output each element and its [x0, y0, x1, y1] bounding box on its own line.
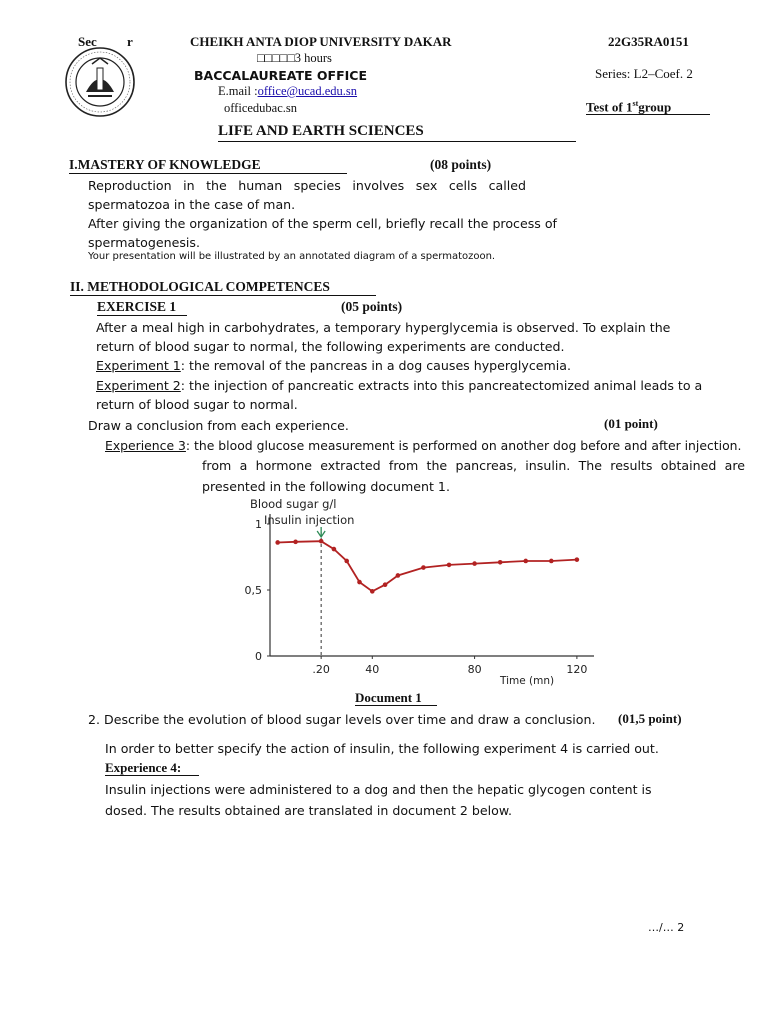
exercise1-points: (05 points) — [341, 299, 403, 314]
blood-sugar-point — [396, 573, 401, 578]
experience3-label: Experience 3 — [105, 438, 186, 453]
experiment1-text: : the removal of the pancreas in a dog causes hyperglycemia. — [180, 358, 571, 373]
section1-line2: spermatozoa in the case of man. — [88, 197, 296, 212]
experience4-line2: dosed. The results obtained are translated in document 2 below. — [105, 803, 512, 818]
office-name: BACCALAUREATE OFFICE — [194, 68, 367, 83]
blood-sugar-point — [332, 547, 337, 552]
y-tick-label: 0 — [255, 650, 262, 663]
page-continuation-marker: …/… 2 — [648, 921, 685, 934]
experience4-label: Experience 4: — [105, 760, 182, 775]
y-tick-label: 1 — [255, 518, 262, 531]
email-label: E.mail : — [218, 84, 258, 98]
experience4-line1: Insulin injections were administered to a dog and then the hepatic glycogen content is — [105, 782, 652, 797]
y-axis-label: Blood sugar g/l — [250, 497, 337, 511]
experiment2-continuation: return of blood sugar to normal. — [96, 397, 298, 412]
experience3-text: : the blood glucose measurement is performed on another dog before and after injection. — [185, 438, 742, 453]
section2-underline — [70, 295, 376, 296]
experience3-line — [105, 436, 741, 455]
exercise1-intro-line2: return of blood sugar to normal, the following experiments are conducted. — [96, 339, 565, 354]
test-group-underline — [586, 114, 710, 115]
exam-code: 22G35RA0151 — [608, 34, 689, 49]
blood-sugar-point — [357, 580, 362, 585]
website-text: officedubac.sn — [224, 101, 298, 115]
question1-points: (01 point) — [604, 416, 658, 431]
experiment2-text: : the injection of pancreatic extracts into this pancreatectomized animal leads to a — [180, 378, 703, 393]
x-tick-label: 80 — [467, 663, 482, 676]
experience4-intro: In order to better specify the action of insulin, the following experiment 4 is carried out. — [105, 741, 659, 756]
section1-title: I.MASTERY OF KNOWLEDGE — [69, 157, 261, 172]
y-tick-label: 0,5 — [244, 584, 262, 597]
blood-sugar-point — [421, 565, 426, 570]
university-logo — [64, 46, 136, 118]
university-name: CHEIKH ANTA DIOP UNIVERSITY DAKAR — [190, 34, 452, 49]
experiment2-line — [96, 376, 746, 395]
sec-label: Sec — [78, 34, 97, 49]
r-label: r — [127, 34, 133, 49]
section1-points: (08 points) — [430, 157, 492, 172]
blood-sugar-point — [383, 582, 388, 587]
email-link[interactable]: office@ucad.edu.sn — [257, 84, 358, 98]
blood-sugar-point — [523, 559, 528, 564]
exercise1-underline — [97, 315, 187, 316]
section1-line3: After giving the organization of the sperm cell, briefly recall the process of — [88, 216, 557, 231]
x-tick-label: 120 — [566, 663, 588, 676]
blood-sugar-point — [293, 540, 298, 545]
x-tick-label: .20 — [312, 663, 330, 676]
experiment1-label: Experiment 1 — [96, 358, 181, 373]
blood-sugar-point — [370, 589, 375, 594]
section1-note: Your presentation will be illustrated by an annotated diagram of a spermatozoon. — [88, 251, 496, 262]
blood-sugar-line — [278, 541, 577, 591]
document1-caption-underline — [355, 705, 437, 706]
blood-sugar-point — [447, 563, 452, 568]
experience3-continuation2: presented in the following document 1. — [202, 479, 450, 494]
section2-title: II. METHODOLOGICAL COMPETENCES — [70, 279, 330, 294]
blood-sugar-point — [319, 539, 324, 544]
question2-text: 2. Describe the evolution of blood sugar levels over time and draw a conclusion. — [88, 712, 596, 727]
exercise1-title: EXERCISE 1 — [97, 299, 177, 314]
blood-sugar-point — [549, 559, 554, 564]
blood-sugar-point — [275, 540, 280, 545]
subject-title: LIFE AND EARTH SCIENCES — [218, 123, 424, 139]
section1-line4: spermatogenesis. — [88, 235, 200, 250]
section1-underline — [69, 173, 347, 174]
exam-duration: □□□□□3 hours — [257, 51, 332, 65]
blood-sugar-point — [344, 559, 349, 564]
section1-line1: Reproduction in the human species involves sex cells called — [88, 178, 526, 193]
exercise1-intro-line1: After a meal high in carbohydrates, a temporary hyperglycemia is observed. To explain the — [96, 320, 671, 335]
experiment1-line — [96, 356, 571, 375]
series-info: Series: L2–Coef. 2 — [595, 66, 693, 81]
experience3-continuation1: from a hormone extracted from the pancreas, insulin. The results obtained are — [202, 458, 745, 473]
x-axis-label: Time (mn) — [500, 675, 555, 687]
test-group: Test of 1stgroup — [586, 99, 672, 115]
document1-caption: Document 1 — [355, 690, 422, 705]
document1-chart — [220, 494, 600, 694]
blood-sugar-point — [575, 557, 580, 562]
experiment2-label: Experiment 2 — [96, 378, 181, 393]
blood-sugar-point — [472, 561, 477, 566]
blood-sugar-point — [498, 560, 503, 565]
insulin-injection-label: Insulin injection — [264, 513, 355, 527]
x-tick-label: 40 — [365, 663, 380, 676]
question1-text: Draw a conclusion from each experience. — [88, 418, 349, 433]
subject-title-underline — [218, 141, 576, 142]
experience4-underline — [105, 775, 199, 776]
email-line — [218, 84, 357, 99]
question2-points: (01,5 point) — [618, 711, 682, 726]
